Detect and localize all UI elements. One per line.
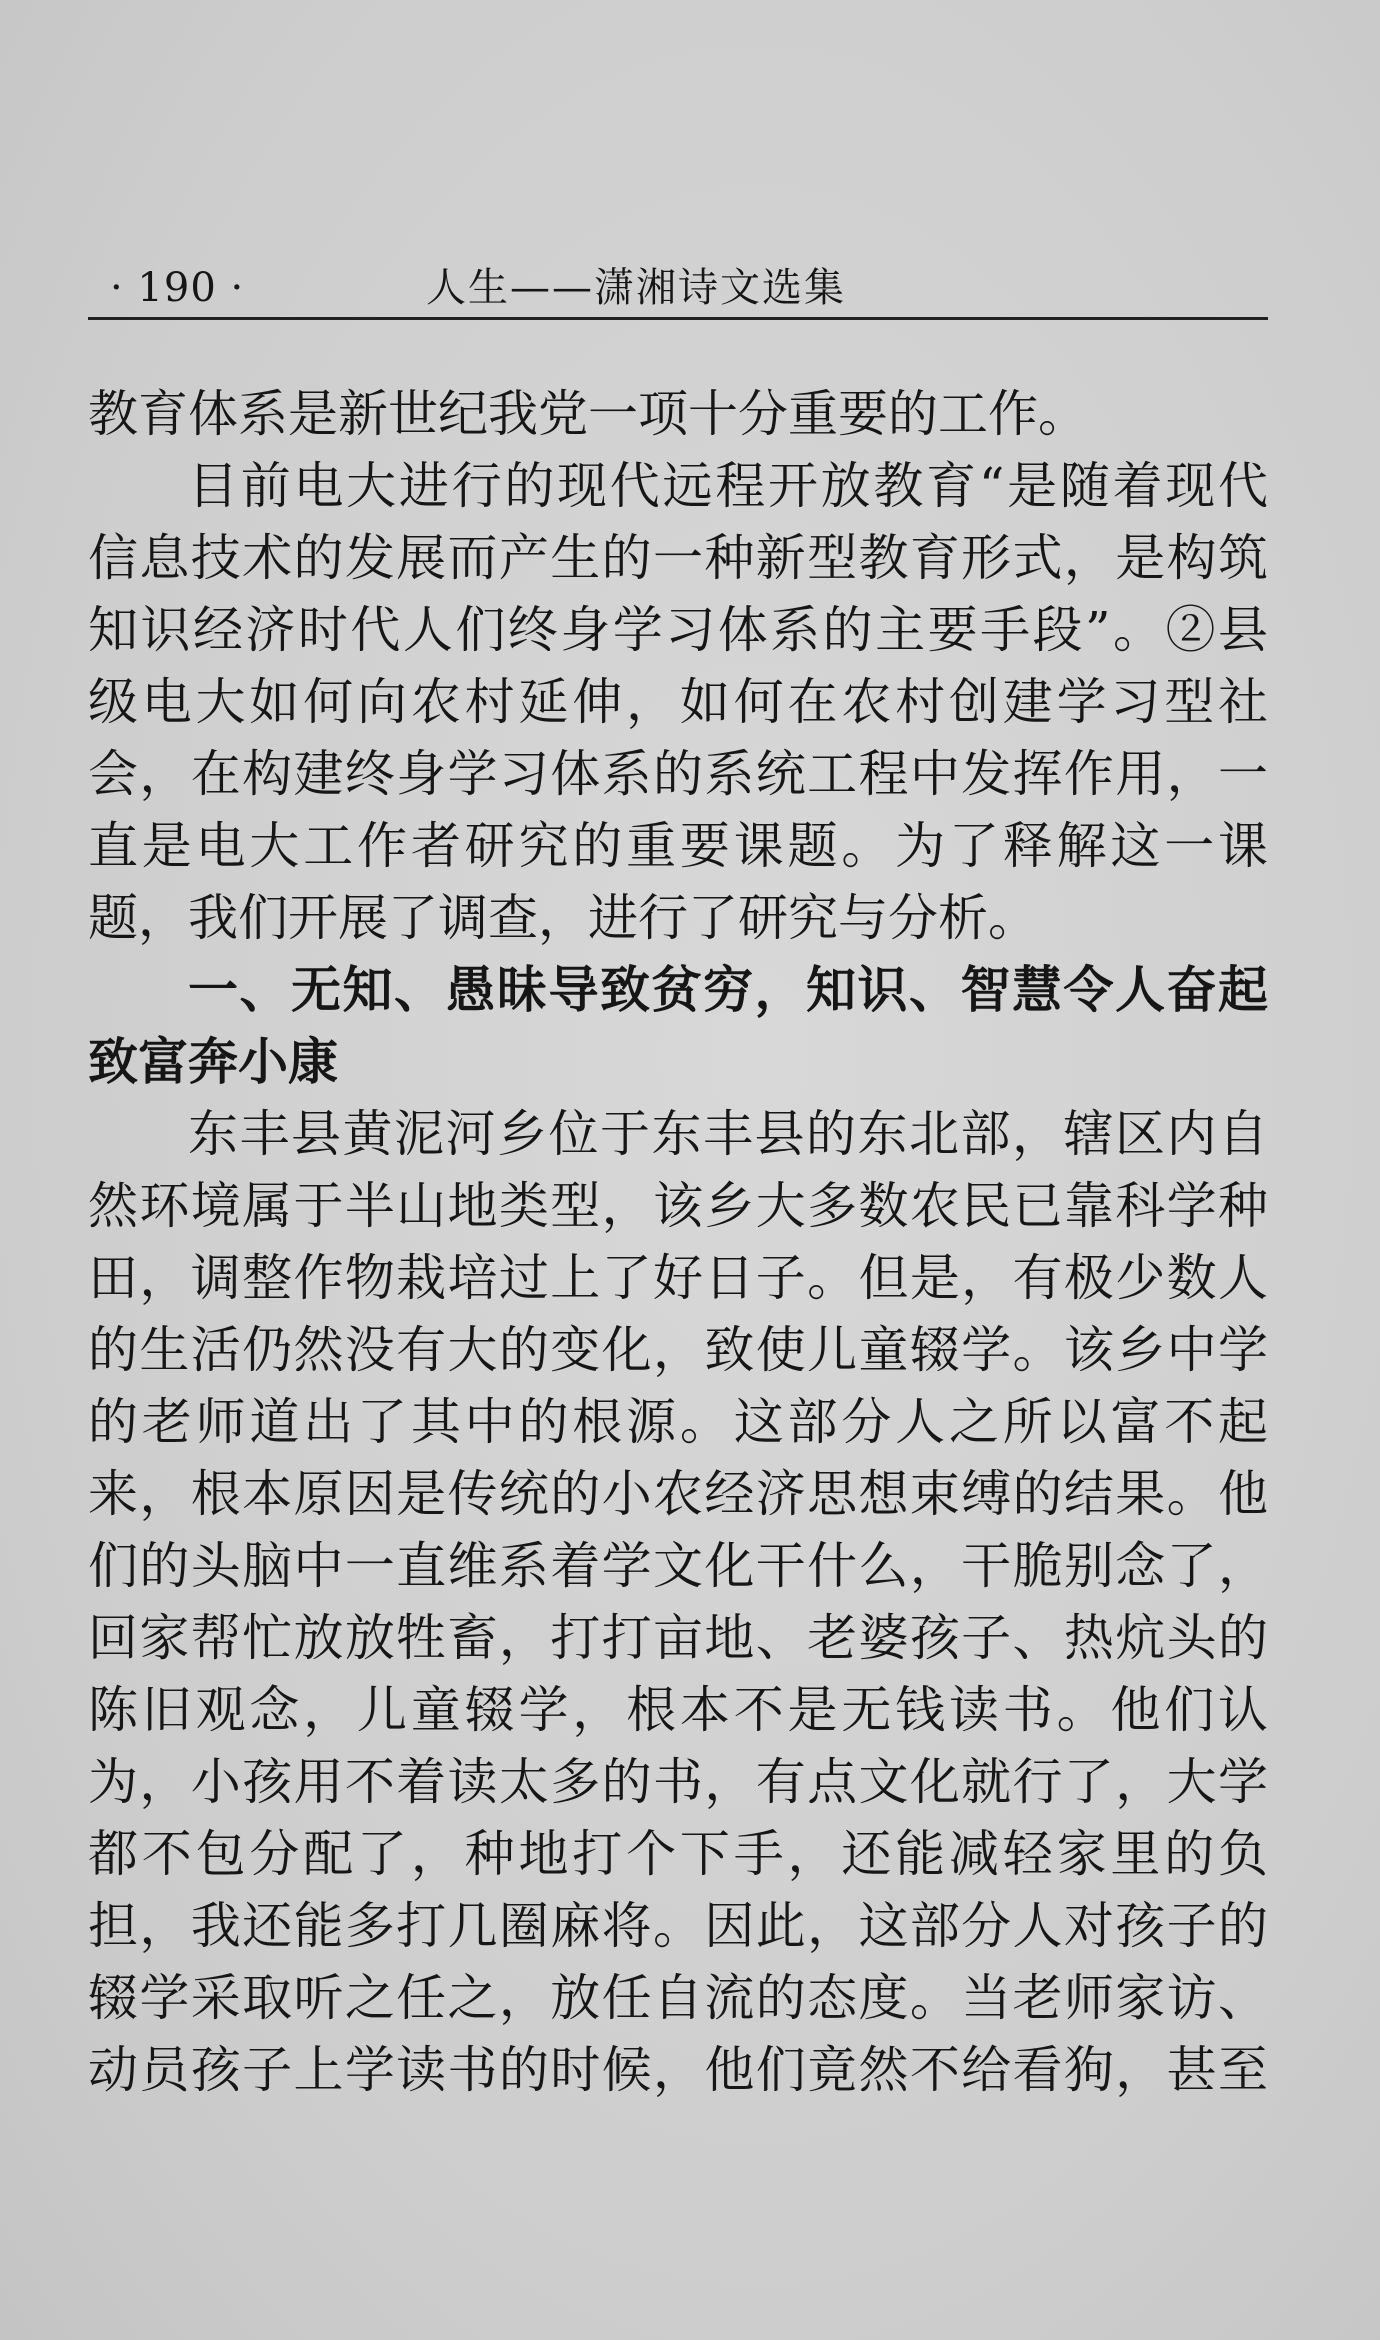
body-text xyxy=(88,378,1268,2106)
header-rule xyxy=(88,317,1268,320)
text-line: 知识经济时代人们终身学习体系的主要手段”。②县 xyxy=(88,601,1268,659)
text-line: 担，我还能多打几圈麻将。因此，这部分人对孩子的 xyxy=(88,1897,1268,1955)
text-line: 回家帮忙放放牲畜，打打亩地、老婆孩子、热炕头的 xyxy=(88,1609,1268,1667)
text-line: 教育体系是新世纪我党一项十分重要的工作。 xyxy=(88,385,1088,443)
text-line: 辍学采取听之任之，放任自流的态度。当老师家访、 xyxy=(88,1969,1268,2027)
text-line: 题，我们开展了调查，进行了研究与分析。 xyxy=(88,889,1038,947)
section-heading: 一、无知、愚昧导致贫穷，知识、智慧令人奋起 xyxy=(188,961,1268,1019)
page-number: · 190 · xyxy=(110,265,245,311)
text-line: 都不包分配了，种地打个下手，还能减轻家里的负 xyxy=(88,1825,1268,1883)
text-line: 级电大如何向农村延伸，如何在农村创建学习型社 xyxy=(88,673,1268,731)
section-heading: 致富奔小康 xyxy=(88,1033,338,1091)
text-line: 动员孩子上学读书的时候，他们竟然不给看狗，甚至 xyxy=(88,2041,1268,2099)
text-line: 陈旧观念，儿童辍学，根本不是无钱读书。他们认 xyxy=(88,1681,1268,1739)
text-line: 田，调整作物栽培过上了好日子。但是，有极少数人 xyxy=(88,1249,1268,1307)
text-line: 然环境属于半山地类型，该乡大多数农民已靠科学种 xyxy=(88,1177,1268,1235)
text-line: 会，在构建终身学习体系的系统工程中发挥作用，一 xyxy=(88,745,1268,803)
text-line: 的老师道出了其中的根源。这部分人之所以富不起 xyxy=(88,1393,1268,1451)
text-line: 来，根本原因是传统的小农经济思想束缚的结果。他 xyxy=(88,1465,1268,1523)
page-header xyxy=(88,258,1268,318)
text-line: 目前电大进行的现代远程开放教育“是随着现代 xyxy=(188,457,1268,515)
text-line: 为，小孩用不着读太多的书，有点文化就行了，大学 xyxy=(88,1753,1268,1811)
text-line: 东丰县黄泥河乡位于东丰县的东北部，辖区内自 xyxy=(188,1105,1268,1163)
text-line: 信息技术的发展而产生的一种新型教育形式，是构筑 xyxy=(88,529,1268,587)
text-line: 直是电大工作者研究的重要课题。为了释解这一课 xyxy=(88,817,1268,875)
text-line: 的生活仍然没有大的变化，致使儿童辍学。该乡中学 xyxy=(88,1321,1268,1379)
text-line: 们的头脑中一直维系着学文化干什么，干脆别念了， xyxy=(88,1537,1268,1595)
running-title: 人生——潇湘诗文选集 xyxy=(426,265,846,311)
